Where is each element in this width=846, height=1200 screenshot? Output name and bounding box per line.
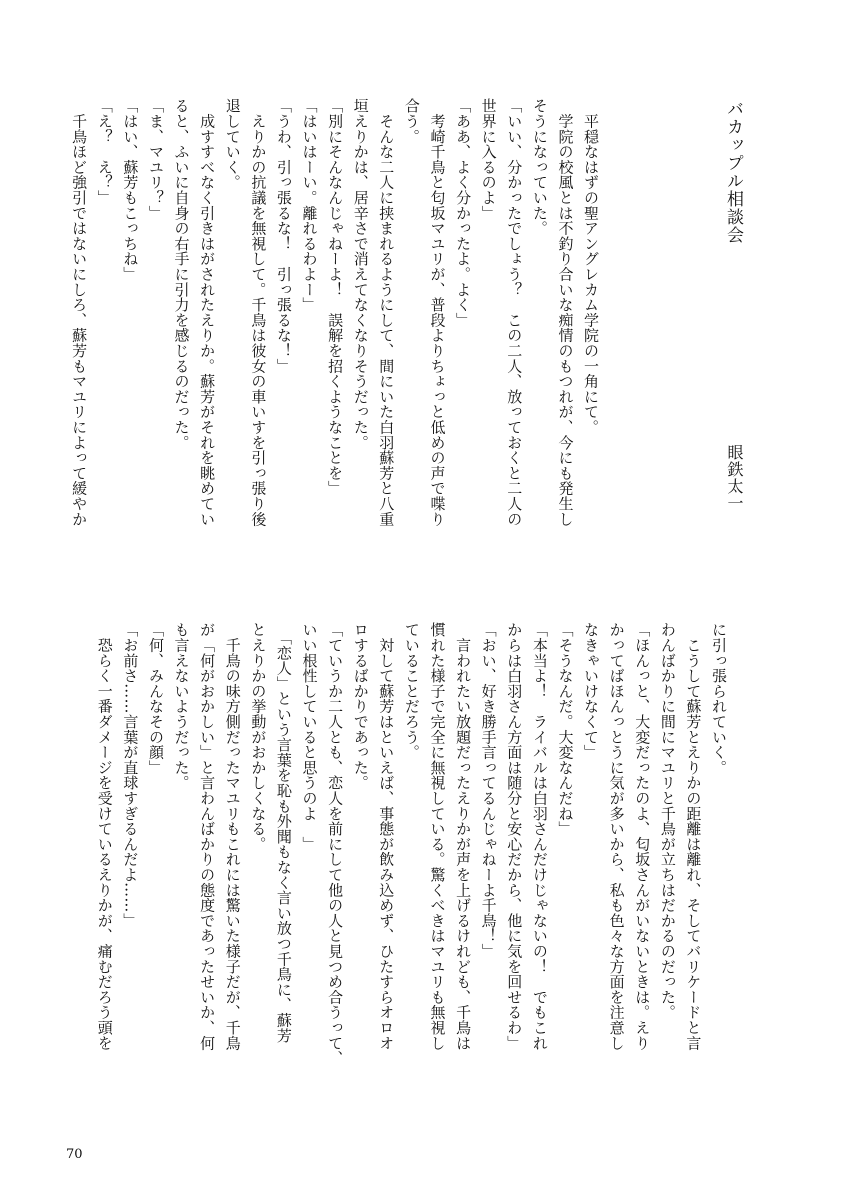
text-line: とえりかの挙動がおかしくなる。	[249, 622, 268, 852]
text-line: 「はい、蘇芳もこっちね」	[121, 98, 140, 282]
text-line: 「え？ え？」	[95, 98, 114, 206]
text-line: 「いい、分かったでしょう？ この二人、放っておくと二人の	[505, 98, 524, 527]
text-line	[603, 98, 629, 598]
text-line	[705, 98, 731, 598]
text-line: ると、ふいに自身の右手に引力を感じるのだった。	[172, 98, 191, 450]
text-line: ていることだろう。	[402, 622, 421, 760]
text-line: 「ああ、よく分かったよ。よく」	[454, 98, 473, 328]
text-line	[629, 98, 655, 598]
text-line: 慣れた様子で完全に無視している。驚くべきはマユリも無視し	[428, 622, 447, 1051]
text-line: 「ま、マユリ？」	[146, 98, 165, 221]
text-line: が「何がおかしい」と言わんばかりの態度であったせいか、何	[198, 622, 217, 1051]
text-line: 考崎千鳥と匂坂マユリが、普段よりちょっと低めの声で喋り	[428, 98, 447, 527]
text-line: 退していく。	[223, 98, 242, 190]
text-line: 千鳥ほど強引ではないにしろ、蘇芳もマユリによって緩やか	[70, 98, 89, 527]
text-line: 「恋人」という言葉を恥も外聞もなく言い放つ千鳥に、蘇芳	[274, 622, 293, 1043]
text-line: 「別にそんなんじゃねーよ！ 誤解を招くようなことを」	[326, 98, 345, 496]
text-line: 「うわ、引っ張るな！ 引っ張るな！」	[274, 98, 293, 374]
text-line: 「ていうか二人とも、恋人を前にして他の人と見つめ合うって、	[326, 622, 345, 1066]
text-line: なきゃいけなくて」	[582, 622, 601, 760]
text-line: 成すすべなく引きはがされたえりか。蘇芳がそれを眺めてい	[198, 98, 217, 527]
text-line: 「本当よ！ ライバルは白羽さんだけじゃないの！ でもこれ	[530, 622, 549, 1051]
text-line: ロするばかりであった。	[351, 622, 370, 791]
text-line: 垣えりかは、居辛さで消えてなくなりそうだった。	[351, 98, 370, 450]
text-line	[654, 98, 680, 598]
text-line: 「ほんっと、大変だったのよ、匂坂さんがいないときは。えり	[633, 622, 652, 1051]
text-line: 世界に入るのよ」	[479, 98, 498, 221]
text-line: 合う。	[402, 98, 421, 144]
text-line: 対して蘇芳はといえば、事態が飲み込めず、ひたすらオロオ	[377, 622, 396, 1051]
text-line: 「お前さ……言葉が直球すぎるんだよ……」	[121, 622, 140, 928]
text-line: 恐らく一番ダメージを受けているえりかが、痛むだろう頭を	[95, 622, 114, 1051]
text-line: そんな二人に挟まれるようにして、間にいた白羽蘇芳と八重	[377, 98, 396, 527]
text-line: 平穏なはずの聖アングレカム学院の一角にて。	[582, 98, 601, 435]
text-line	[680, 98, 706, 598]
text-line: そうになっていた。	[530, 98, 549, 236]
author-name: 眼鉄太一	[725, 444, 744, 512]
text-line: わんばかりに間にマユリと千鳥が立ちはだかるのだった。	[658, 622, 677, 1020]
text-line: 「そうなんだ。大変なんだね」	[556, 622, 575, 837]
text-line: 学院の校風とは不釣り合いな痴情のもつれが、今にも発生し	[556, 98, 575, 527]
text-line: 「はいはーい。離れるわよー」	[300, 98, 319, 313]
upper-text-block	[66, 98, 731, 598]
text-line: 千鳥の味方側だったマユリもこれには驚いた様子だが、千鳥	[223, 622, 242, 1051]
text-line: 「何、みんなその顔」	[146, 622, 165, 775]
text-line: いい根性していると思うのよ 」	[300, 622, 319, 852]
lower-text-block	[91, 622, 731, 1132]
story-title: バカップル相談会	[723, 100, 743, 244]
text-line: こうして蘇芳とえりかの距離は離れ、そしてバリケードと言	[684, 622, 703, 1051]
text-line: 言われたい放題だったえりかが声を上げるけれども、千鳥は	[454, 622, 473, 1051]
text-line: 「おい、好き勝手言ってるんじゃねーよ千鳥！」	[479, 622, 498, 959]
text-line: からは白羽さん方面は随分と安心だから、他に気を回せるわ」	[505, 622, 524, 1051]
text-line: に引っ張られていく。	[710, 622, 728, 775]
page-number: 70	[66, 1147, 83, 1162]
text-line: えりかの抗議を無視して。千鳥は彼女の車いすを引っ張り後	[249, 98, 268, 527]
text-line: かってばほんっとうに気が多いから、私も色々な方面を注意し	[607, 622, 626, 1051]
text-line: も言えないようだった。	[172, 622, 191, 791]
